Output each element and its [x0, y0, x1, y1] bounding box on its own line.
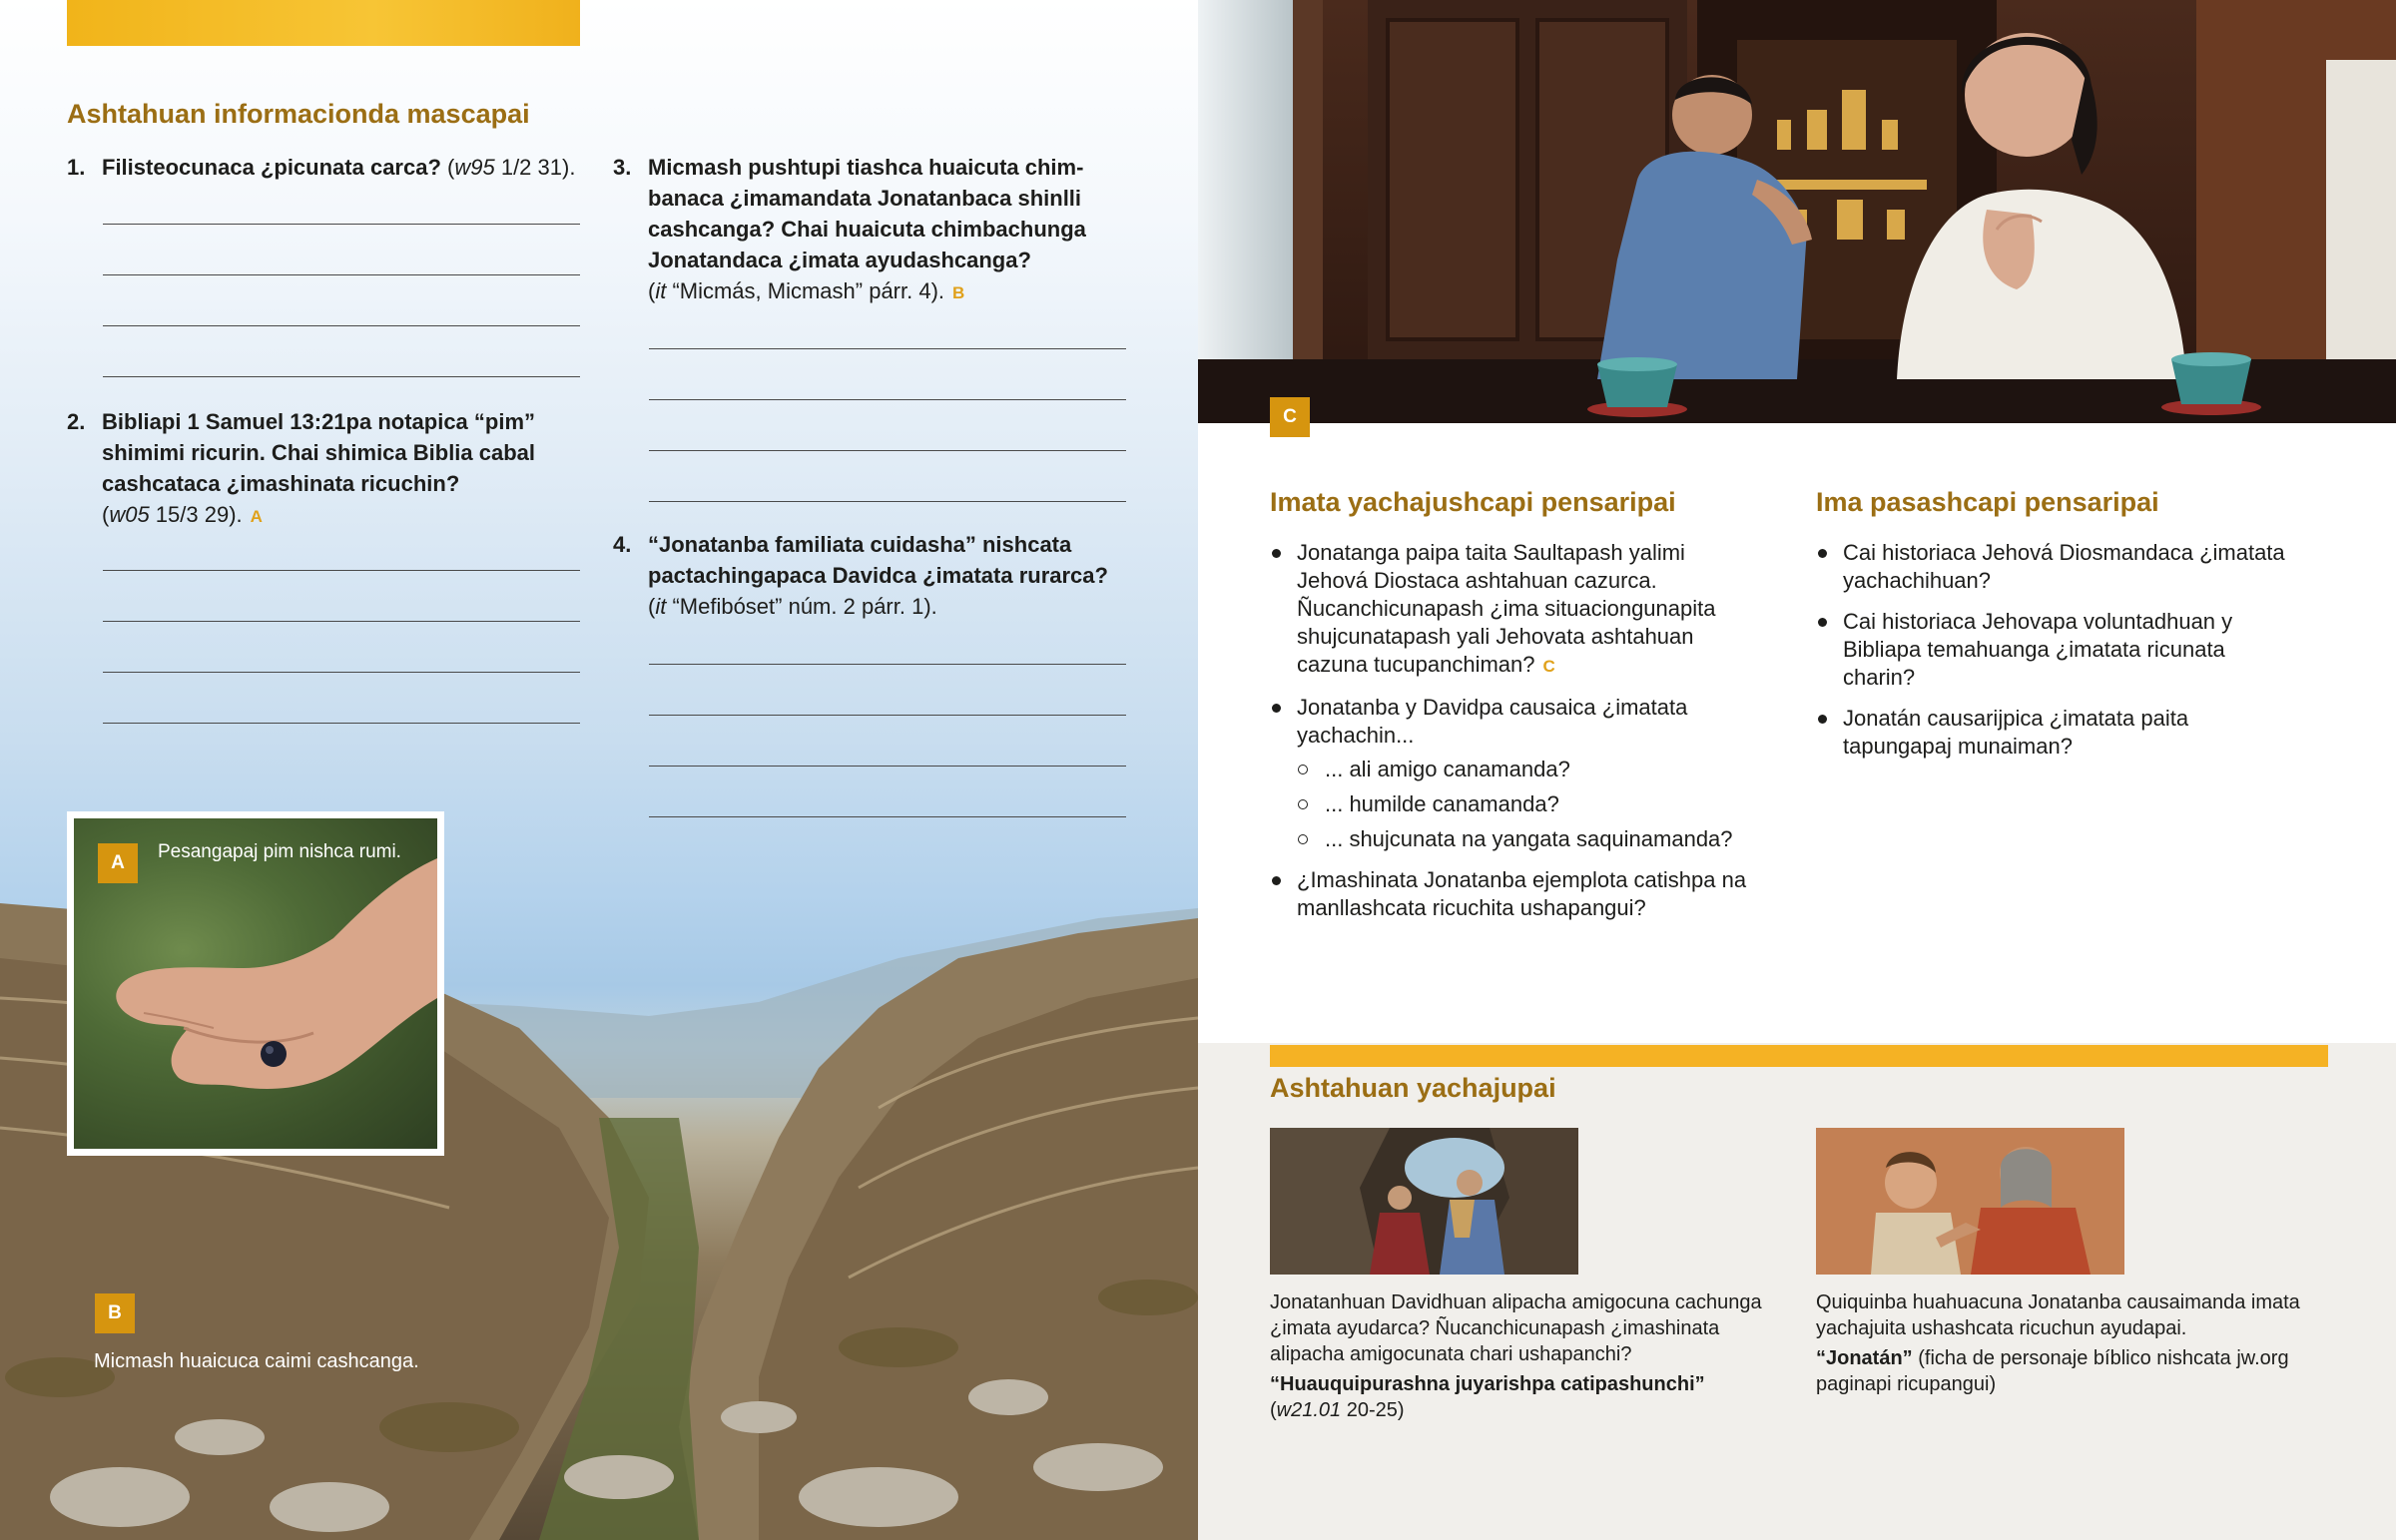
card-source[interactable]: “Jonatán” (ficha de personaje bíblico nishcata jw.org paginapi ricupangui) [1816, 1347, 2289, 1395]
photo-badge-b: B [95, 1293, 135, 1333]
list-item: Jonatán causarijpica ¿imatata paita tapungapaj munaiman? [1816, 705, 2295, 761]
column-heading-learned: Imata yachajushcapi pensaripai [1270, 487, 1676, 517]
question-number: 3. [613, 155, 632, 180]
card-caption: Jonatanhuan Davidhuan alipacha amigocuna cachunga ¿imata ayudarca? Ñucanchicunapash ¿imashinata alipacha amigocunata chari ushapanchi? [1270, 1291, 1762, 1365]
left-page: Ashtahuan informacionda mascapai 1. Filisteocunaca ¿picunata carca? (w95 1/2 31). 2. Bibliapi 1 Samuel 13:21pa notapica “pim” shimimi ricurin. Chai shimica Biblia cabal cashcataca ¿imashinata ricuchin? (w05 15/3 29). A 3. Micmash pushtupi tiashca huaicuta chimbanaca ¿imamandata Jonatanbaca shinlli cashcanga? Chai huaicuta chimbachunga Jonatandaca ¿imata ayudashcanga? (it “Micmás, Micmash” párr. 4). B 4. “Jonatanba familiata cuidasha” nishcata pactachingapaca Davidca ¿imatata rurarca? (it “Mefibóset” núm. 2 párr. 1). A Pesangapaj pim nishca rumi. B Micmash huaicuca caimi cashcanga. [0, 0, 1198, 1540]
jonathan-david-cave-thumbnail[interactable] [1270, 1128, 1578, 1275]
jonathan-father-thumbnail[interactable] [1816, 1128, 2124, 1275]
list-item: Cai historiaca Jehová Diosmandaca ¿imatata yachachihuan? [1816, 539, 2295, 595]
card-caption: Quiquinba huahuacuna Jonatanba causaimanda imata yachajuita ushashcata ricuchun ayudapai. [1816, 1291, 2300, 1339]
question-number: 4. [613, 532, 632, 557]
section-heading: Ashtahuan informacionda mascapai [67, 99, 530, 129]
photo-badge-a: A [98, 843, 138, 883]
learn-more-card-1 [1270, 1289, 1789, 1423]
couple-illustration [1198, 0, 2396, 423]
sub-list-item: ... ali amigo canamanda? [1297, 756, 1749, 783]
photo-a-caption: Pesangapaj pim nishca rumi. [158, 841, 401, 862]
photo-ref-tag: B [952, 283, 965, 302]
card-source[interactable]: “Huauquipurashna juyarishpa catipashunchi” (w21.01 20-25) [1270, 1373, 1705, 1421]
question-text: Filisteocunaca ¿picunata carca? [102, 155, 441, 180]
learn-more-bar [1270, 1045, 2328, 1067]
column-heading-events: Ima pasashcapi pensaripai [1816, 487, 2159, 517]
question-text: Micmash pushtupi tiashca huaicuta chimbanaca ¿imamandata Jonatanbaca shinlli cashcanga? Chai huaicuta chimbachunga Jonatandaca ¿imata ayudashcanga? [648, 155, 1086, 272]
photo-ref-tag: C [1542, 657, 1555, 676]
couple-at-altar-photo [1198, 0, 2396, 423]
photo-ref-tag: A [250, 507, 263, 526]
list-item: ¿Imashinata Jonatanba ejemplota catishpa na manllashcata ricuchita ushapangui? [1270, 866, 1749, 922]
sub-list-item: ... shujcunata na yangata saquinamanda? [1297, 825, 1749, 853]
list-item: Jonatanba y Davidpa causaica ¿imatata yachachin... ... ali amigo canamanda? ... humilde canamanda? ... shujcunata na yangata saquinamanda? [1270, 694, 1749, 853]
pim-stone-photo [74, 818, 437, 1149]
events-questions-list [1816, 539, 2295, 773]
learned-questions-list [1270, 539, 1749, 935]
photo-a-frame [67, 811, 444, 1156]
answer-lines-1[interactable] [103, 224, 580, 427]
learn-more-card-2 [1816, 1289, 2315, 1397]
sub-list [1297, 756, 1749, 853]
list-item: Jonatanga paipa taita Saultapash yalimi Jehová Diostaca ashtahuan cazurca. Ñucanchicunapash ¿ima situaciongunapita shujcunatapash yali Jehovata ashtahuan cazuna tucupanchiman? C [1270, 539, 1749, 681]
question-number: 1. [67, 155, 86, 180]
photo-b-caption: Micmash huaicuca caimi cashcanga. [94, 1350, 419, 1372]
learn-more-heading: Ashtahuan yachajupai [1270, 1073, 1556, 1103]
answer-lines-2[interactable] [103, 570, 580, 773]
sub-list-item: ... humilde canamanda? [1297, 790, 1749, 818]
question-number: 2. [67, 409, 86, 434]
photo-badge-c: C [1270, 397, 1310, 437]
right-page [1198, 0, 2396, 1540]
yellow-header-band [67, 0, 580, 46]
answer-lines-3[interactable] [649, 348, 1126, 552]
question-text: Bibliapi 1 Samuel 13:21pa notapica “pim” shimimi ricurin. Chai shimica Biblia cabal cashcataca ¿imashinata ricuchin? [102, 409, 536, 496]
list-item: Cai historiaca Jehovapa voluntadhuan y Bibliapa temahuanga ¿imatata ricunata charin? [1816, 608, 2295, 692]
question-text: “Jonatanba familiata cuidasha” nishcata pactachingapaca Davidca ¿imatata rurarca? [648, 532, 1108, 588]
answer-lines-4[interactable] [649, 664, 1126, 867]
